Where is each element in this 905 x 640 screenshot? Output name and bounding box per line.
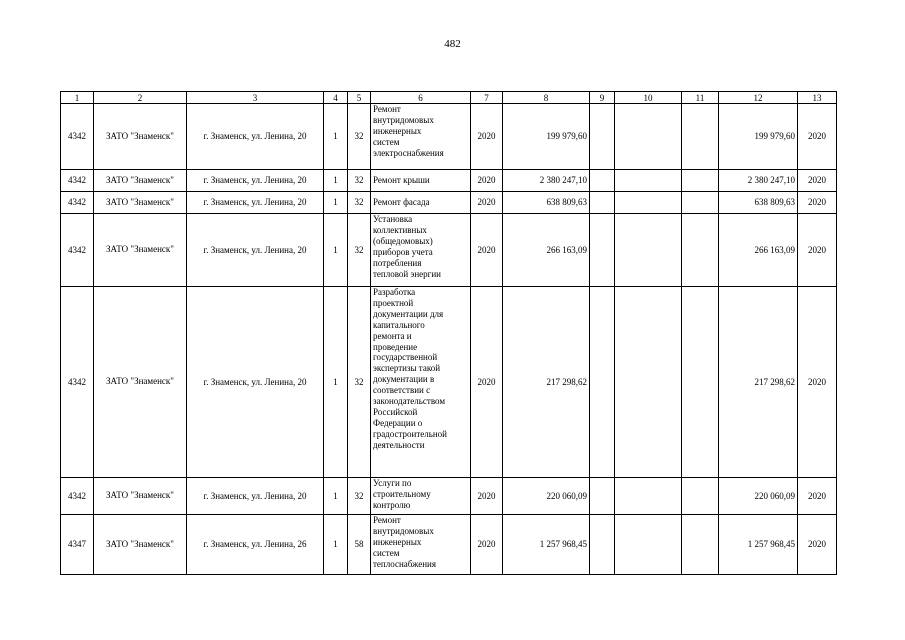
column-5-cell: 32 <box>348 214 371 287</box>
column-11-cell <box>682 287 719 478</box>
work-type-line: Федерации о <box>373 417 423 428</box>
work-type-line: внутридомовых <box>373 525 434 536</box>
column-13-cell: 2020 <box>798 515 837 575</box>
column-9-cell <box>590 515 615 575</box>
column-number: 9 <box>590 92 615 104</box>
municipality-cell: ЗАТО "Знаменск" <box>94 104 187 170</box>
column-11-cell <box>682 214 719 287</box>
column-4-cell: 1 <box>324 515 348 575</box>
work-type-cell <box>371 104 471 170</box>
column-9-cell <box>590 192 615 214</box>
year-cell: 2020 <box>471 170 503 192</box>
address-cell: г. Знаменск, ул. Ленина, 20 <box>187 192 324 214</box>
year-cell: 2020 <box>471 104 503 170</box>
work-type-line: коллективных <box>373 224 427 235</box>
column-13-cell: 2020 <box>798 170 837 192</box>
cost-cell: 2 380 247,10 <box>503 170 590 192</box>
column-12-cell: 220 060,09 <box>719 478 798 515</box>
table-body <box>61 104 837 575</box>
work-type-line: (общедомовых) <box>373 235 433 246</box>
column-5-cell: 58 <box>348 515 371 575</box>
work-type-line: экспертизы такой <box>373 363 441 374</box>
column-13-cell: 2020 <box>798 104 837 170</box>
cost-cell: 199 979,60 <box>503 104 590 170</box>
column-10-cell <box>615 478 682 515</box>
year-cell: 2020 <box>471 214 503 287</box>
work-type-line: теплоснабжения <box>373 558 436 569</box>
column-number-row <box>61 92 837 104</box>
address-cell: г. Знаменск, ул. Ленина, 20 <box>187 170 324 192</box>
column-number: 12 <box>719 92 798 104</box>
year-cell: 2020 <box>471 192 503 214</box>
work-type-line: градостроительной <box>373 428 447 439</box>
column-number: 5 <box>348 92 371 104</box>
cost-cell: 638 809,63 <box>503 192 590 214</box>
work-type-line: государственной <box>373 352 438 363</box>
year-cell: 2020 <box>471 287 503 478</box>
column-11-cell <box>682 515 719 575</box>
table-row <box>61 478 837 515</box>
column-number: 3 <box>187 92 324 104</box>
column-9-cell <box>590 214 615 287</box>
work-type-line: электроснабжения <box>373 147 444 158</box>
column-4-cell: 1 <box>324 214 348 287</box>
column-4-cell: 1 <box>324 104 348 170</box>
work-type-line: Российской <box>373 406 418 417</box>
work-type-cell <box>371 170 471 192</box>
column-10-cell <box>615 192 682 214</box>
year-cell: 2020 <box>471 515 503 575</box>
column-5-cell: 32 <box>348 192 371 214</box>
column-number: 2 <box>94 92 187 104</box>
cost-cell: 266 163,09 <box>503 214 590 287</box>
column-number: 4 <box>324 92 348 104</box>
column-9-cell <box>590 170 615 192</box>
work-type-line: Ремонт фасада <box>373 197 430 208</box>
work-type-line: проектной <box>373 297 414 308</box>
column-12-cell: 217 298,62 <box>719 287 798 478</box>
column-5-cell: 32 <box>348 478 371 515</box>
column-4-cell: 1 <box>324 170 348 192</box>
column-number: 10 <box>615 92 682 104</box>
work-type-line: строительному <box>373 488 431 499</box>
column-4-cell: 1 <box>324 192 348 214</box>
column-number: 8 <box>503 92 590 104</box>
work-type-line: законодательством <box>373 396 446 407</box>
address-cell: г. Знаменск, ул. Ленина, 20 <box>187 478 324 515</box>
column-number: 13 <box>798 92 837 104</box>
work-type-cell <box>371 192 471 214</box>
column-12-cell: 638 809,63 <box>719 192 798 214</box>
object-code-cell: 4342 <box>61 192 94 214</box>
column-10-cell <box>615 287 682 478</box>
work-type-line: инженерных <box>373 125 422 136</box>
cost-cell: 217 298,62 <box>503 287 590 478</box>
work-type-line: соответствии с <box>373 385 431 396</box>
column-number: 7 <box>471 92 503 104</box>
municipality-cell: ЗАТО "Знаменск" <box>94 287 187 478</box>
column-12-cell: 1 257 968,45 <box>719 515 798 575</box>
table-row <box>61 214 837 287</box>
table-row <box>61 287 837 478</box>
column-10-cell <box>615 170 682 192</box>
column-number: 6 <box>371 92 471 104</box>
work-type-line: Установка <box>373 214 413 224</box>
column-9-cell <box>590 287 615 478</box>
work-type-cell <box>371 287 471 478</box>
table-row <box>61 192 837 214</box>
table-row <box>61 515 837 575</box>
municipality-cell: ЗАТО "Знаменск" <box>94 478 187 515</box>
work-type-line: приборов учета <box>373 246 433 257</box>
municipality-cell: ЗАТО "Знаменск" <box>94 192 187 214</box>
column-number: 1 <box>61 92 94 104</box>
work-type-line: Ремонт крыши <box>373 175 430 186</box>
work-type-line: Услуги по <box>373 478 412 488</box>
municipality-cell: ЗАТО "Знаменск" <box>94 515 187 575</box>
work-type-line: внутридомовых <box>373 114 434 125</box>
work-type-line: систем <box>373 547 400 558</box>
year-cell: 2020 <box>471 478 503 515</box>
table-row <box>61 104 837 170</box>
municipality-cell: ЗАТО "Знаменск" <box>94 214 187 287</box>
column-12-cell: 199 979,60 <box>719 104 798 170</box>
column-11-cell <box>682 170 719 192</box>
address-cell: г. Знаменск, ул. Ленина, 20 <box>187 214 324 287</box>
work-type-cell <box>371 478 471 515</box>
work-type-line: деятельности <box>373 439 425 450</box>
column-5-cell: 32 <box>348 104 371 170</box>
column-11-cell <box>682 104 719 170</box>
column-4-cell: 1 <box>324 478 348 515</box>
column-12-cell: 266 163,09 <box>719 214 798 287</box>
work-type-line: ремонта и <box>373 330 412 341</box>
work-type-cell <box>371 214 471 287</box>
object-code-cell: 4347 <box>61 515 94 575</box>
column-10-cell <box>615 104 682 170</box>
column-9-cell <box>590 104 615 170</box>
address-cell: г. Знаменск, ул. Ленина, 20 <box>187 287 324 478</box>
column-4-cell: 1 <box>324 287 348 478</box>
address-cell: г. Знаменск, ул. Ленина, 20 <box>187 104 324 170</box>
column-number: 11 <box>682 92 719 104</box>
repair-register-table <box>60 91 837 575</box>
object-code-cell: 4342 <box>61 214 94 287</box>
work-type-line: документации в <box>373 374 435 385</box>
work-type-line: инженерных <box>373 536 422 547</box>
object-code-cell: 4342 <box>61 104 94 170</box>
address-cell: г. Знаменск, ул. Ленина, 26 <box>187 515 324 575</box>
column-13-cell: 2020 <box>798 287 837 478</box>
work-type-line: Ремонт <box>373 515 401 525</box>
object-code-cell: 4342 <box>61 170 94 192</box>
municipality-cell: ЗАТО "Знаменск" <box>94 170 187 192</box>
column-13-cell: 2020 <box>798 192 837 214</box>
work-type-line: документации для <box>373 308 444 319</box>
column-11-cell <box>682 478 719 515</box>
object-code-cell: 4342 <box>61 287 94 478</box>
column-10-cell <box>615 515 682 575</box>
cost-cell: 220 060,09 <box>503 478 590 515</box>
column-13-cell: 2020 <box>798 214 837 287</box>
work-type-line: капитального <box>373 319 425 330</box>
column-5-cell: 32 <box>348 287 371 478</box>
page-number: 482 <box>444 38 461 50</box>
work-type-line: тепловой энергии <box>373 268 441 279</box>
table-row <box>61 170 837 192</box>
column-12-cell: 2 380 247,10 <box>719 170 798 192</box>
work-type-line: проведение <box>373 341 418 352</box>
cost-cell: 1 257 968,45 <box>503 515 590 575</box>
work-type-cell <box>371 515 471 575</box>
column-13-cell: 2020 <box>798 478 837 515</box>
column-5-cell: 32 <box>348 170 371 192</box>
work-type-line: систем <box>373 136 400 147</box>
work-type-line: потребления <box>373 257 422 268</box>
object-code-cell: 4342 <box>61 478 94 515</box>
column-10-cell <box>615 214 682 287</box>
work-type-line: Ремонт <box>373 104 401 114</box>
work-type-line: контролю <box>373 499 411 510</box>
column-9-cell <box>590 478 615 515</box>
column-11-cell <box>682 192 719 214</box>
work-type-line: Разработка <box>373 287 416 297</box>
